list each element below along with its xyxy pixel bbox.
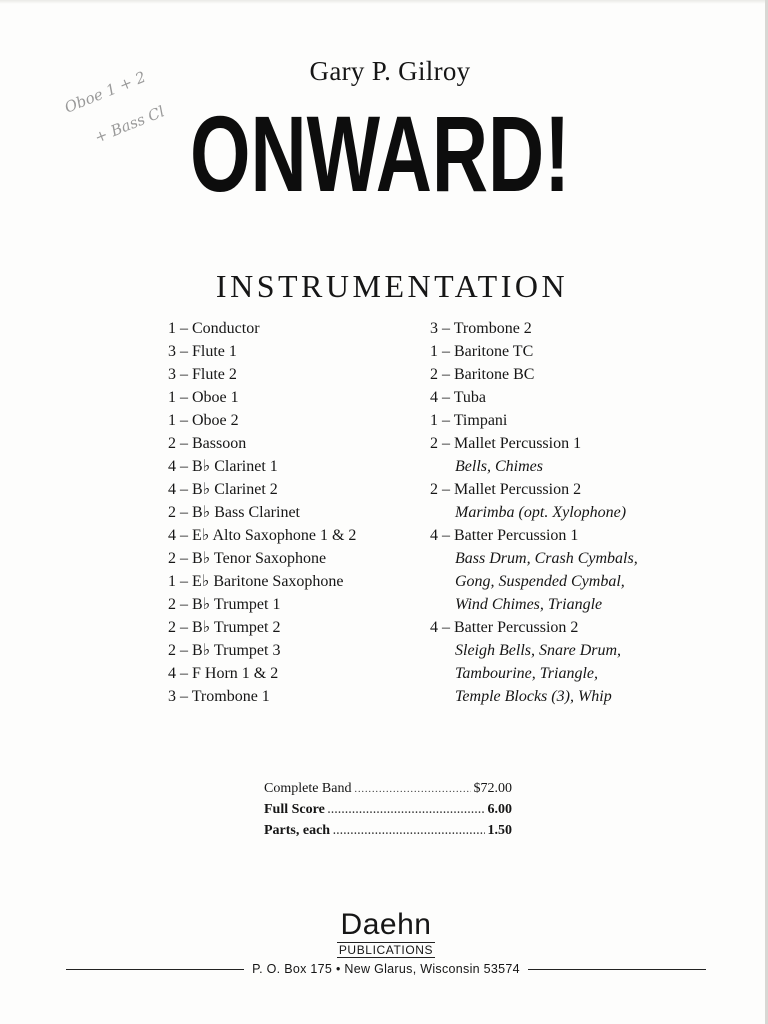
leader-dots <box>328 800 485 821</box>
instrument-item: 4 – B♭ Clarinet 2 <box>168 481 278 498</box>
instrument-item: 1 – Timpani <box>430 412 508 429</box>
divider-right <box>528 969 706 970</box>
instrument-item: 4 – Batter Percussion 2 <box>430 619 579 636</box>
instrumentation-list-right <box>430 317 660 708</box>
instrument-item: 1 – Baritone TC <box>430 343 534 360</box>
price-value: $72.00 <box>473 781 512 796</box>
price-value: 6.00 <box>487 802 512 817</box>
instrument-detail: Sleigh Bells, Snare Drum, <box>455 642 622 659</box>
instrument-item: 4 – Tuba <box>430 389 487 406</box>
handwritten-note-line-1: Oboe 1 + 2 <box>62 67 149 117</box>
leader-dots <box>355 779 471 800</box>
price-row-complete-band <box>264 778 512 799</box>
instrument-item: 3 – Flute 1 <box>168 343 237 360</box>
instrument-detail: Bass Drum, Crash Cymbals, <box>455 550 638 567</box>
instrument-item: 2 – B♭ Bass Clarinet <box>168 504 300 521</box>
price-row-full-score <box>264 799 512 820</box>
instrument-item: 3 – Trombone 1 <box>168 688 270 705</box>
price-list <box>264 778 512 841</box>
price-label: Full Score <box>264 802 325 817</box>
instrument-item: 2 – B♭ Tenor Saxophone <box>168 550 327 567</box>
price-label: Complete Band <box>264 781 352 796</box>
price-row-parts-each <box>264 820 512 841</box>
instrument-detail: Marimba (opt. Xylophone) <box>455 504 627 521</box>
composer-name: Gary P. Gilroy <box>309 56 471 86</box>
publisher-address: P. O. Box 175 • New Glarus, Wisconsin 53574 <box>252 962 520 976</box>
instrument-item: 1 – Conductor <box>168 320 260 337</box>
instrument-item: 2 – B♭ Trumpet 3 <box>168 642 281 659</box>
instrument-item: 4 – F Horn 1 & 2 <box>168 665 279 682</box>
instrument-item: 1 – E♭ Baritone Saxophone <box>168 573 344 590</box>
instrument-detail: Temple Blocks (3), Whip <box>455 688 612 705</box>
leader-dots <box>333 821 484 842</box>
instrument-item: 3 – Flute 2 <box>168 366 237 383</box>
instrument-item: 2 – B♭ Trumpet 2 <box>168 619 281 636</box>
instrument-item: 2 – Bassoon <box>168 435 247 452</box>
divider-left <box>66 969 244 970</box>
instrument-item: 2 – B♭ Trumpet 1 <box>168 596 281 613</box>
instrument-item: 4 – B♭ Clarinet 1 <box>168 458 278 475</box>
instrument-item: 4 – E♭ Alto Saxophone 1 & 2 <box>168 527 357 544</box>
instrumentation-heading: INSTRUMENTATION <box>215 268 569 304</box>
instrument-item: 1 – Oboe 1 <box>168 389 239 406</box>
instrument-item: 2 – Mallet Percussion 2 <box>430 481 582 498</box>
instrument-item: 2 – Mallet Percussion 1 <box>430 435 582 452</box>
publisher-logo <box>0 910 768 959</box>
publisher-subtitle: PUBLICATIONS <box>338 943 434 957</box>
handwritten-note-line-2: + Bass Cl <box>92 102 168 147</box>
instrumentation-list-left <box>168 317 418 708</box>
instrument-detail: Tambourine, Triangle, <box>455 665 598 682</box>
publisher-address-line <box>66 962 706 976</box>
instrument-detail: Wind Chimes, Triangle <box>455 596 603 613</box>
instrument-item: 3 – Trombone 2 <box>430 320 532 337</box>
publisher-name: Daehn <box>340 908 432 941</box>
page-edge-shadow <box>0 0 768 4</box>
instrument-detail: Bells, Chimes <box>455 458 543 475</box>
price-label: Parts, each <box>264 823 331 838</box>
instrument-item: 1 – Oboe 2 <box>168 412 239 429</box>
instrument-item: 2 – Baritone BC <box>430 366 535 383</box>
instrument-item: 4 – Batter Percussion 1 <box>430 527 579 544</box>
price-value: 1.50 <box>487 823 512 838</box>
piece-title: ONWARD! <box>190 93 571 214</box>
instrument-detail: Gong, Suspended Cymbal, <box>455 573 625 590</box>
